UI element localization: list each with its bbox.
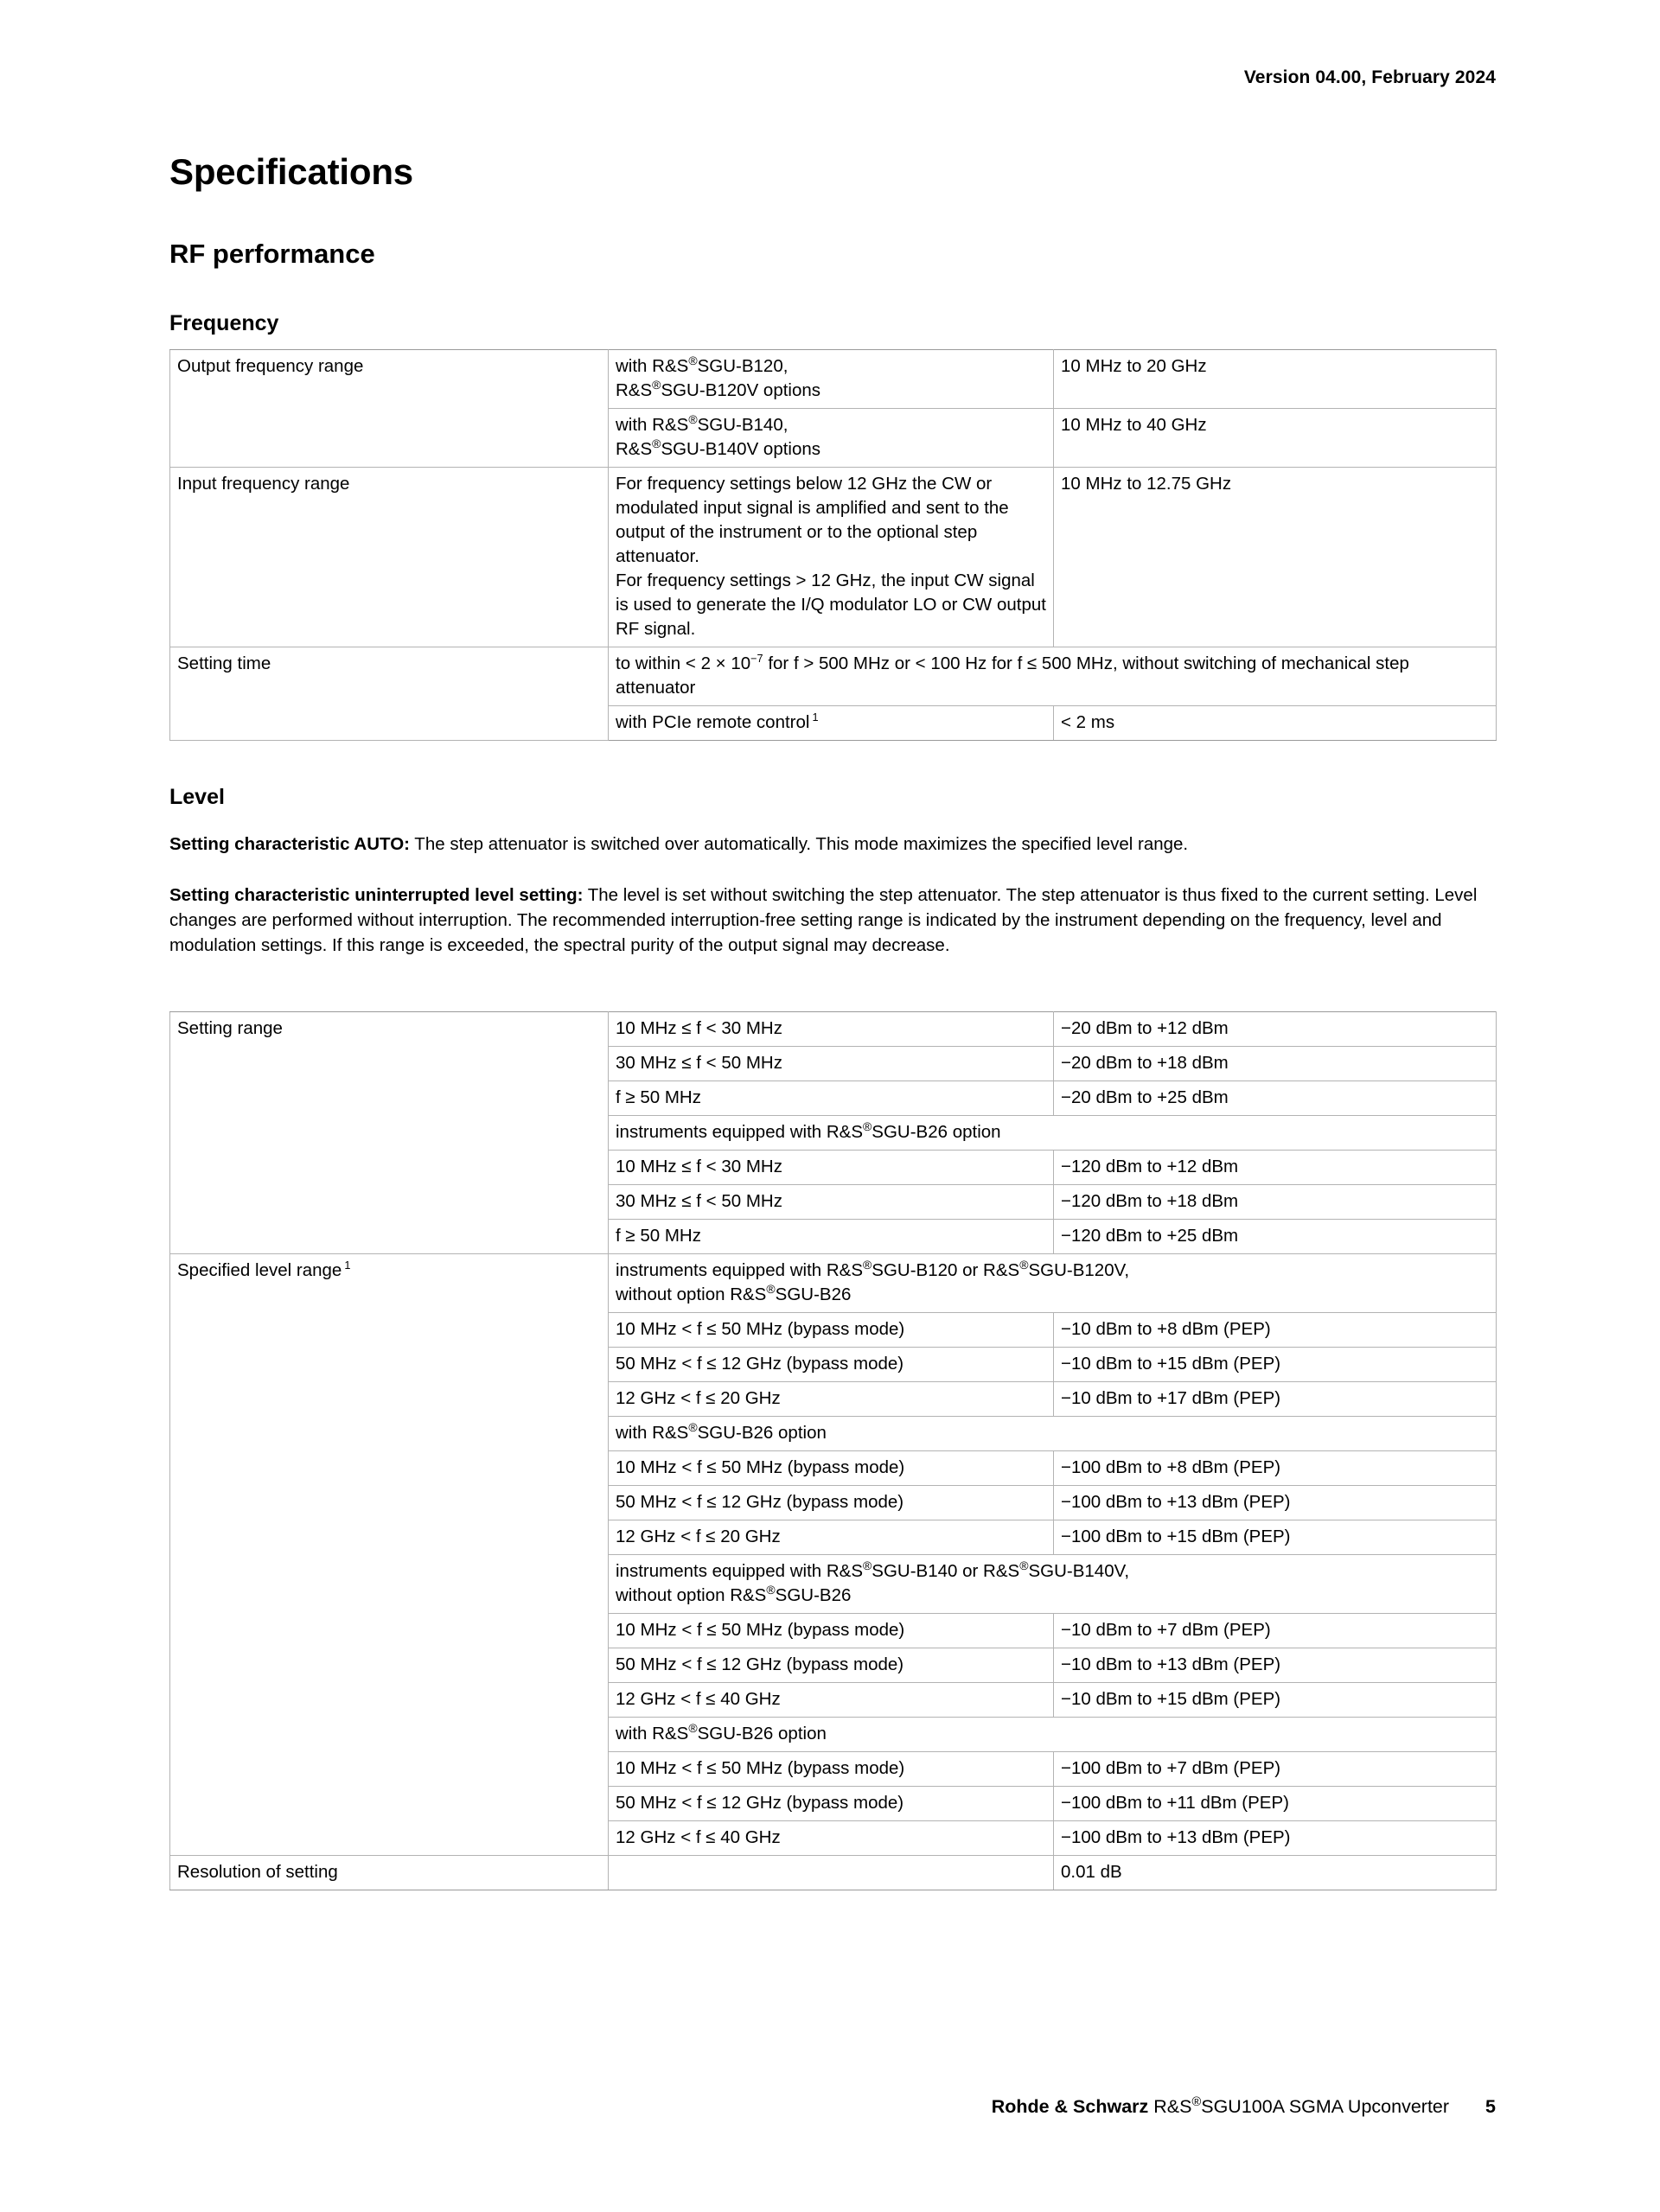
table-row	[170, 1254, 1497, 1313]
condition-cell: 12 GHz < f ≤ 20 GHz	[609, 1520, 1054, 1555]
note-text: The level is set without switching the step attenuator. The step attenuator is thus fixed to the current setting. Level changes are performed without interruption. The recommended interruption-free setting range is indicated by the instrument depending on the frequency, level and modulation settings. If this range is exceeded, the spectral purity of the output signal may decrease.	[169, 885, 1478, 955]
row-label-setting-time: Setting time	[170, 647, 609, 741]
row-label-resolution-of-setting: Resolution of setting	[170, 1856, 609, 1890]
table-row	[170, 468, 1497, 647]
registered-mark: ®	[652, 437, 661, 451]
row-label-specified-level-range: Specified level range $^1$	[170, 1254, 609, 1856]
value-cell: −10 dBm to +17 dBm (PEP)	[1054, 1382, 1497, 1417]
registered-mark: ®	[863, 1258, 872, 1272]
page-number: 5	[1485, 2096, 1496, 2117]
value-cell: −10 dBm to +8 dBm (PEP)	[1054, 1313, 1497, 1348]
value-cell: −120 dBm to +12 dBm	[1054, 1151, 1497, 1185]
value-cell: −10 dBm to +13 dBm (PEP)	[1054, 1648, 1497, 1683]
registered-mark: ®	[863, 1559, 872, 1573]
value-cell: −100 dBm to +11 dBm (PEP)	[1054, 1787, 1497, 1821]
exponent: −7	[750, 652, 763, 666]
subsection-heading-level: Level	[169, 785, 225, 809]
condition-cell-sub: with PCIe remote control $^1$	[609, 706, 1054, 741]
value-cell: 10 MHz to 40 GHz	[1054, 409, 1497, 468]
value-cell: −20 dBm to +18 dBm	[1054, 1047, 1497, 1081]
condition-cell: 10 MHz < f ≤ 50 MHz (bypass mode)	[609, 1752, 1054, 1787]
registered-mark: ®	[1191, 2094, 1202, 2109]
note-text: The step attenuator is switched over automatically. This mode maximizes the specified level range.	[409, 834, 1189, 854]
note-label: Setting characteristic AUTO:	[169, 834, 410, 854]
table-row	[170, 1012, 1497, 1047]
row-label-input-frequency-range: Input frequency range	[170, 468, 609, 647]
registered-mark: ®	[766, 1282, 776, 1297]
registered-mark: ®	[766, 1583, 776, 1597]
value-cell: −10 dBm to +15 dBm (PEP)	[1054, 1348, 1497, 1382]
note-setting-characteristic-uninterrupted	[169, 883, 1499, 958]
level-specification-table	[169, 1011, 1497, 1890]
footer-product-pre: R&S	[1148, 2096, 1192, 2117]
condition-group-header: instruments equipped with R&S®SGU-B26 option	[609, 1116, 1497, 1151]
value-cell: 10 MHz to 12.75 GHz	[1054, 468, 1497, 647]
value-cell: −120 dBm to +18 dBm	[1054, 1185, 1497, 1220]
table-row	[170, 1856, 1497, 1890]
table-row	[170, 647, 1497, 706]
value-cell: −20 dBm to +25 dBm	[1054, 1081, 1497, 1116]
section-heading-rf-performance: RF performance	[169, 239, 375, 269]
condition-group-header: instruments equipped with R&S®SGU-B120 or R&S®SGU-B120V, without option R&S®SGU-B26	[609, 1254, 1497, 1313]
row-label-output-frequency-range: Output frequency range	[170, 350, 609, 468]
value-cell: −10 dBm to +7 dBm (PEP)	[1054, 1614, 1497, 1648]
value-cell: 0.01 dB	[1054, 1856, 1497, 1890]
condition-cell: 10 MHz < f ≤ 50 MHz (bypass mode)	[609, 1451, 1054, 1486]
value-cell: −20 dBm to +12 dBm	[1054, 1012, 1497, 1047]
condition-cell: 10 MHz ≤ f < 30 MHz	[609, 1151, 1054, 1185]
condition-cell: to within < $2 \times 10^{-7}$ for f > 500 MHz or < 100 Hz for f ≤ 500 MHz, without switching of mechanical step attenuator	[609, 647, 1497, 706]
registered-mark: ®	[688, 1420, 698, 1435]
condition-cell: 50 MHz < f ≤ 12 GHz (bypass mode)	[609, 1348, 1054, 1382]
table-row	[170, 350, 1497, 409]
value-cell: −100 dBm to +15 dBm (PEP)	[1054, 1520, 1497, 1555]
condition-cell: f ≥ 50 MHz	[609, 1081, 1054, 1116]
note-setting-characteristic-auto	[169, 832, 1499, 857]
page-title: Specifications	[169, 151, 413, 192]
row-label-setting-range: Setting range	[170, 1012, 609, 1254]
footer-product: SGU100A SGMA Upconverter	[1201, 2096, 1450, 2117]
registered-mark: ®	[652, 378, 661, 392]
document-version-header: Version 04.00, February 2024	[1243, 67, 1496, 87]
frequency-specification-table	[169, 349, 1497, 741]
condition-group-header: with R&S®SGU-B26 option	[609, 1718, 1497, 1752]
registered-mark: ®	[1019, 1559, 1029, 1573]
registered-mark: ®	[863, 1119, 872, 1134]
condition-cell: 10 MHz ≤ f < 30 MHz	[609, 1012, 1054, 1047]
condition-cell: with R&S®SGU-B140, R&S®SGU-B140V options	[609, 409, 1054, 468]
condition-cell: 50 MHz < f ≤ 12 GHz (bypass mode)	[609, 1787, 1054, 1821]
condition-cell: 50 MHz < f ≤ 12 GHz (bypass mode)	[609, 1486, 1054, 1520]
condition-group-header: instruments equipped with R&S®SGU-B140 or R&S®SGU-B140V, without option R&S®SGU-B26	[609, 1555, 1497, 1614]
condition-cell: 12 GHz < f ≤ 20 GHz	[609, 1382, 1054, 1417]
condition-cell: 10 MHz < f ≤ 50 MHz (bypass mode)	[609, 1614, 1054, 1648]
value-cell: −120 dBm to +25 dBm	[1054, 1220, 1497, 1254]
value-cell: −100 dBm to +13 dBm (PEP)	[1054, 1486, 1497, 1520]
subsection-heading-frequency: Frequency	[169, 311, 279, 335]
value-cell: < 2 ms	[1054, 706, 1497, 741]
condition-cell: 30 MHz ≤ f < 50 MHz	[609, 1047, 1054, 1081]
footnote-marker: 1	[344, 1259, 351, 1272]
registered-mark: ®	[688, 354, 698, 368]
condition-group-header: with R&S®SGU-B26 option	[609, 1417, 1497, 1451]
note-label: Setting characteristic uninterrupted level setting:	[169, 885, 584, 905]
registered-mark: ®	[1019, 1258, 1029, 1272]
condition-cell: 12 GHz < f ≤ 40 GHz	[609, 1683, 1054, 1718]
condition-cell: with R&S®SGU-B120, R&S®SGU-B120V options	[609, 350, 1054, 409]
condition-cell: For frequency settings below 12 GHz the CW or modulated input signal is amplified and sent to the output of the instrument or to the optional step attenuator. For frequency settings > 12 GHz, the input CW signal is used to generate the I/Q modulator LO or CW output RF signal.	[609, 468, 1054, 647]
value-cell: −100 dBm to +7 dBm (PEP)	[1054, 1752, 1497, 1787]
value-cell: 10 MHz to 20 GHz	[1054, 350, 1497, 409]
condition-cell	[609, 1856, 1054, 1890]
registered-mark: ®	[688, 1721, 698, 1736]
condition-cell: 12 GHz < f ≤ 40 GHz	[609, 1821, 1054, 1856]
footer-brand: Rohde & Schwarz	[991, 2096, 1149, 2117]
condition-cell: 10 MHz < f ≤ 50 MHz (bypass mode)	[609, 1313, 1054, 1348]
condition-cell: 30 MHz ≤ f < 50 MHz	[609, 1185, 1054, 1220]
value-cell: −100 dBm to +8 dBm (PEP)	[1054, 1451, 1497, 1486]
value-cell: −10 dBm to +15 dBm (PEP)	[1054, 1683, 1497, 1718]
value-cell: −100 dBm to +13 dBm (PEP)	[1054, 1821, 1497, 1856]
document-footer	[169, 2096, 1496, 2118]
condition-cell: f ≥ 50 MHz	[609, 1220, 1054, 1254]
registered-mark: ®	[688, 412, 698, 427]
condition-cell: 50 MHz < f ≤ 12 GHz (bypass mode)	[609, 1648, 1054, 1683]
footnote-marker: 1	[812, 711, 819, 724]
